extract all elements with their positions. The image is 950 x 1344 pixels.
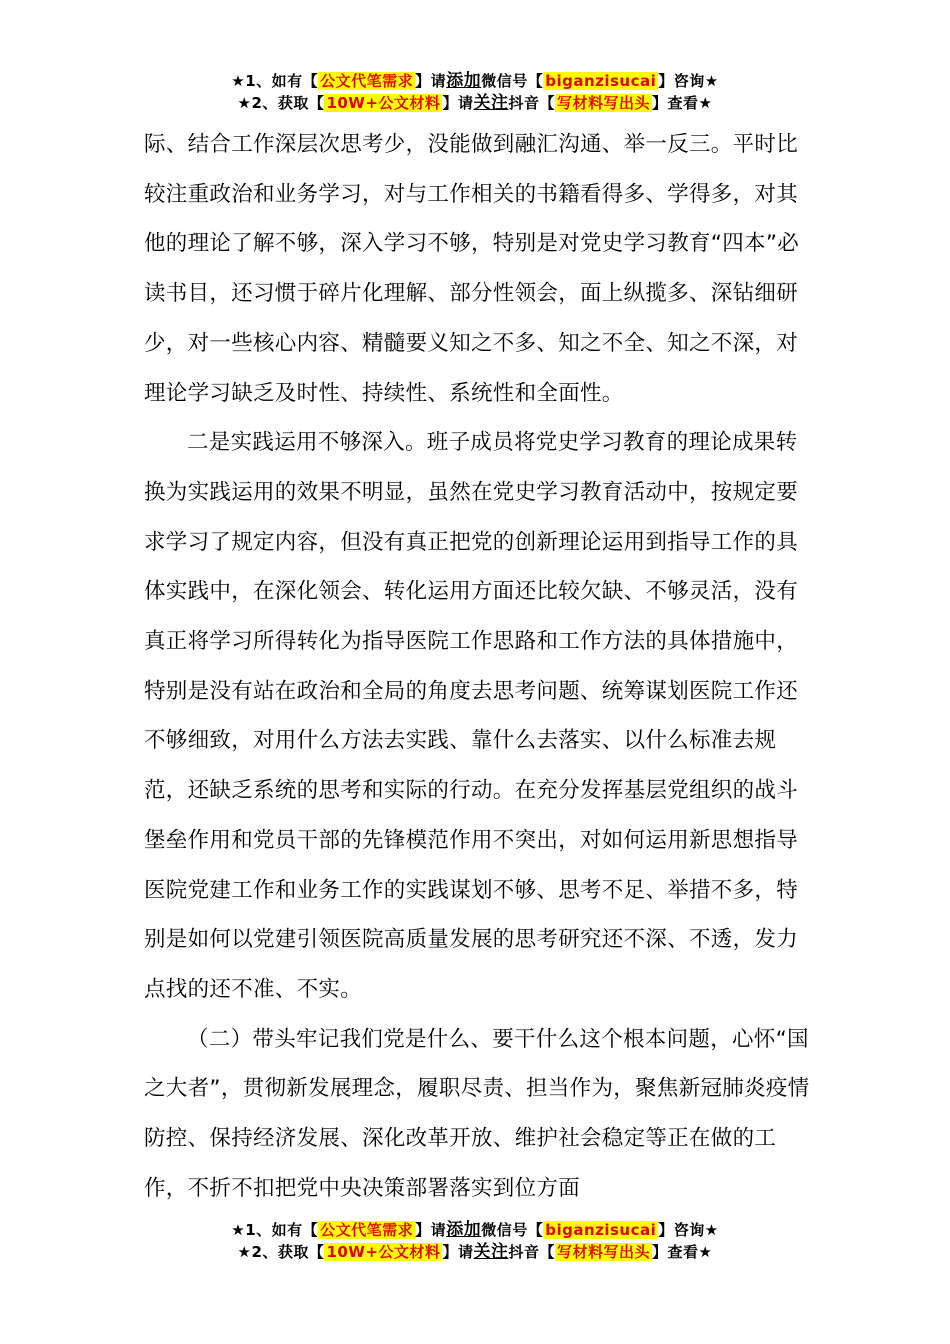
highlight-material-count: 10W+公文材料: [326, 94, 441, 112]
banner-text: 】咨询★: [658, 72, 719, 90]
banner-text: 】查看★: [651, 1243, 713, 1261]
banner-text: ★2、获取【: [237, 1243, 325, 1261]
paragraph-section-two-heading: （二）带头牢记我们党是什么、要干什么这个根本问题，心怀“国之大者”，贯彻新发展理念，履职尽责、担当作为，聚焦新冠肺炎疫情防控、保持经济发展、深化改革开放、维护社会稳定等正在做的工作，不折不扣把党中央决策部署落实到位方面: [144, 1026, 810, 1201]
highlight-ghostwriting-service: 公文代笔需求: [320, 72, 414, 90]
banner-text: 】请: [415, 1221, 447, 1239]
paragraph-continued: 际、结合工作深层次思考少，没能做到融汇沟通、举一反三。平时比较注重政治和业务学习，对与工作相关的书籍看得多、学得多，对其他的理论了解不够，深入学习不够，特别是对党史学习教育“四本”必读书目，还习惯于碎片化理解、部分性领会，面上纵揽多、深钻细研少，对一些核心内容、精髓要义知之不多、知之不全、知之不深，对理论学习缺乏及时性、持续性、系统性和全面性。: [144, 132, 800, 406]
banner-text: 】查看★: [651, 94, 713, 112]
paragraph-practice-application: 二是实践运用不够深入。班子成员将党史学习教育的理论成果转换为实践运用的效果不明显，虽然在党史学习教育活动中，按规定要求学习了规定内容，但没有真正把党的创新理论运用到指导工作的具体实践中，在深化领会、转化运用方面还比较欠缺、不够灵活，没有真正将学习所得转化为指导医院工作思路和工作方法的具体措施中，特别是没有站在政治和全局的角度去思考问题、统筹谋划医院工作还不够细致，对用什么方法去实践、靠什么去落实、以什么标准去规范，还缺乏系统的思考和实际的行动。在充分发挥基层党组织的战斗堡垒作用和党员干部的先锋模范作用不突出，对如何运用新思想指导医院党建工作和业务工作的实践谋划不够、思考不足、举措不多，特别是如何以党建引领医院高质量发展的思考研究还不深、不透，发力点找的还不准、不实。: [144, 430, 799, 1002]
banner-text: 】请: [442, 94, 474, 112]
footer-banner-line-1: [0, 1219, 950, 1241]
banner-text: ★1、如有【: [231, 72, 319, 90]
header-banner: [0, 70, 950, 114]
banner-text: 微信号【: [481, 72, 544, 90]
highlight-wechat-id: biganzisucai: [545, 1221, 657, 1239]
footer-banner-line-2: [0, 1241, 950, 1263]
banner-text: 】请: [415, 72, 447, 90]
banner-text: ★2、获取【: [237, 94, 325, 112]
header-banner-line-2: [0, 92, 950, 114]
banner-text: 微信号【: [481, 1221, 544, 1239]
highlight-douyin-account: 写材料写出头: [556, 1243, 650, 1261]
banner-text: 】请: [442, 1243, 474, 1261]
highlight-wechat-id: biganzisucai: [545, 72, 657, 90]
banner-keyword: 关注: [473, 1242, 509, 1262]
banner-text: 抖音【: [508, 94, 555, 112]
banner-keyword: 关注: [473, 93, 509, 113]
banner-text: ★1、如有【: [231, 1221, 319, 1239]
header-banner-line-1: [0, 70, 950, 92]
highlight-ghostwriting-service: 公文代笔需求: [320, 1221, 414, 1239]
banner-text: 抖音【: [508, 1243, 555, 1261]
highlight-material-count: 10W+公文材料: [326, 1243, 441, 1261]
banner-keyword: 添加: [446, 1220, 482, 1240]
banner-keyword: 添加: [446, 71, 482, 91]
highlight-douyin-account: 写材料写出头: [556, 94, 650, 112]
footer-banner: [0, 1219, 950, 1263]
banner-text: 】咨询★: [658, 1221, 719, 1239]
document-body: [144, 120, 812, 1213]
